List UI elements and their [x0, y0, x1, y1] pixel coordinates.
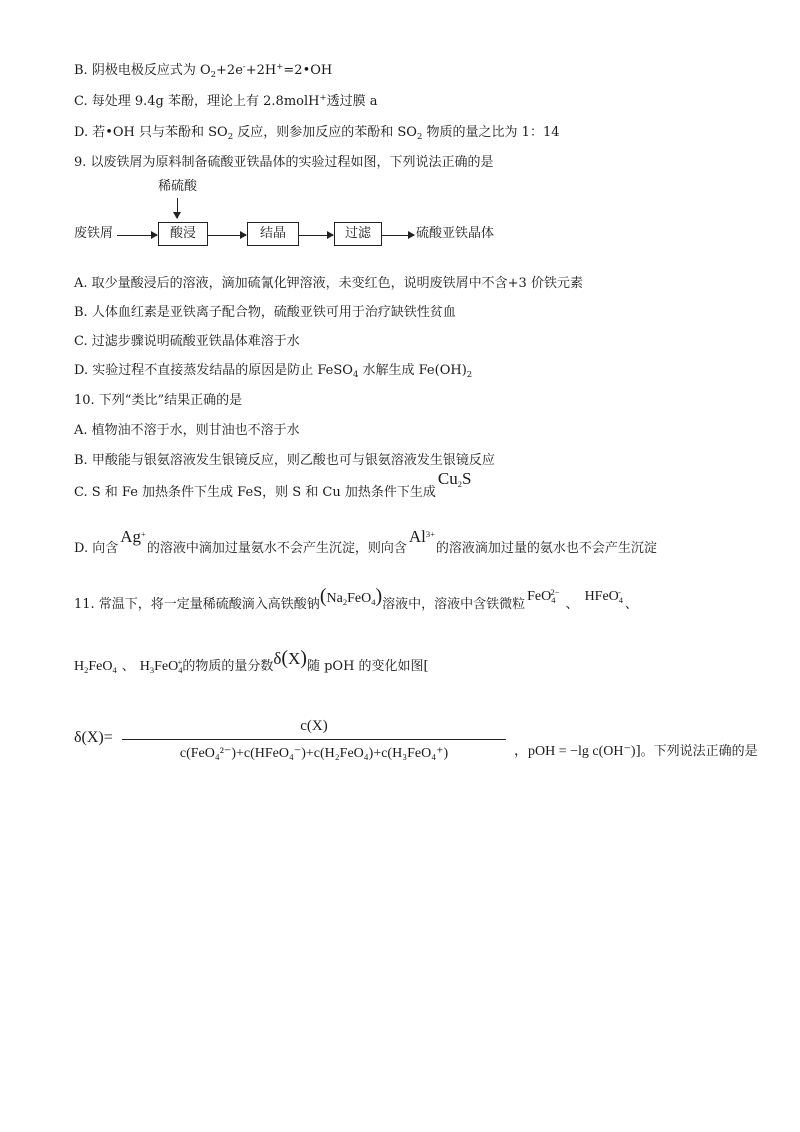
- flow-arrow-1: [117, 235, 157, 236]
- q11-line-2: $H_2FeO_4$ 、 $H_3FeO_4^+$的物质的量分数δ(X)随 pOH 的变化如图[: [74, 647, 429, 675]
- delta-x: δ(X): [273, 647, 307, 669]
- species-h2feo4: $H_2FeO_4$: [74, 659, 117, 675]
- flow-start: 废铁屑: [74, 226, 114, 241]
- flow-arrow-4: [382, 235, 414, 236]
- fraction: [122, 715, 506, 765]
- flow-reagent: 稀硫酸: [158, 179, 198, 194]
- al-ion: $Al^{3+}$: [408, 527, 435, 546]
- species-hfeo4: HFeO$_4$-: [584, 587, 624, 605]
- flow-arrow-3: [299, 235, 333, 236]
- flow-step-acid-leach: 酸浸: [158, 222, 208, 246]
- q10-option-a: A. 植物油不溶于水，则甘油也不溶于水: [74, 423, 300, 438]
- q8-option-b: B. 阴极电极反应式为 $O_2+2e^-+2H^+=2•OH$: [74, 62, 333, 80]
- q11-line-1: 11. 常温下，将一定量稀硫酸滴入高铁酸钠$(Na_2FeO_4)$溶液中，溶液中含铁微粒FeO$_4^{2-}$、HFeO$_4$-、: [74, 585, 638, 612]
- q9-option-b: B. 人体血红素是亚铁离子配合物，硫酸亚铁可用于治疗缺铁性贫血: [74, 305, 456, 320]
- species-h3feo4: $H_3FeO_4^+$: [139, 657, 183, 675]
- option-text: B. 阴极电极反应式为 O: [74, 63, 211, 78]
- q10-option-c: C. S 和 Fe 加热条件下生成 FeS，则 S 和 Cu 加热条件下生成$Cu_2S$: [74, 469, 472, 500]
- q8-option-d: D. 若•OH 只与苯酚和 $SO_2$ 反应，则参加反应的苯酚和 $SO_2$ 物质的量之比为 1：14: [74, 125, 560, 142]
- flow-step-filter: 过滤: [334, 222, 382, 246]
- na2feo4-formula: $(Na_2FeO_4)$: [319, 585, 383, 607]
- frac-numerator: c(X): [300, 718, 328, 734]
- flow-end: 硫酸亚铁晶体: [416, 226, 495, 241]
- ag-ion: Ag+: [120, 527, 146, 546]
- q10-stem: 10. 下列“类比”结果正确的是: [74, 393, 243, 408]
- frac-lhs: δ(X)=: [74, 729, 113, 746]
- species-feo4-2: FeO$_4^{2-}$: [527, 587, 560, 605]
- q9-option-a: A. 取少量酸浸后的溶液，滴加硫氰化钾溶液，未变红色，说明废铁屑中不含+3 价铁元素: [74, 276, 583, 291]
- flow-arrow-2: [208, 235, 246, 236]
- q9-stem: 9. 以废铁屑为原料制备硫酸亚铁晶体的实验过程如图，下列说法正确的是: [74, 155, 494, 170]
- flow-step-crystallize: 结晶: [247, 222, 299, 246]
- frac-tail: ，pOH = −lg c(OH⁻)]。下列说法正确的是: [514, 744, 758, 759]
- q8-option-c: C. 每处理 9.4g 苯酚，理论上有 2.8molH+透过膜 a: [74, 93, 378, 109]
- q10-option-b: B. 甲酸能与银氨溶液发生银镜反应，则乙酸也可与银氨溶液发生银镜反应: [74, 453, 495, 468]
- cu2s-formula: $Cu_2S$: [437, 469, 472, 489]
- q9-option-d: D. 实验过程不直接蒸发结晶的原因是防止 FeSO$_4$ 水解生成 $Fe(OH)_2$: [74, 363, 473, 380]
- frac-denominator: c(FeO₄²⁻)+c(HFeO₄⁻)+c(H₂FeO₄)+c(H₃FeO₄⁺): [179, 746, 449, 761]
- q10-option-d: D. 向含Ag+的溶液中滴加过量氨水不会产生沉淀，则向含$Al^{3+}$的溶液滴加过量的氨水也不会产生沉淀: [74, 527, 657, 556]
- frac-bar: [122, 739, 506, 740]
- flow-arrow-down: [177, 198, 178, 218]
- q9-option-c: C. 过滤步骤说明硫酸亚铁晶体难溶于水: [74, 334, 300, 349]
